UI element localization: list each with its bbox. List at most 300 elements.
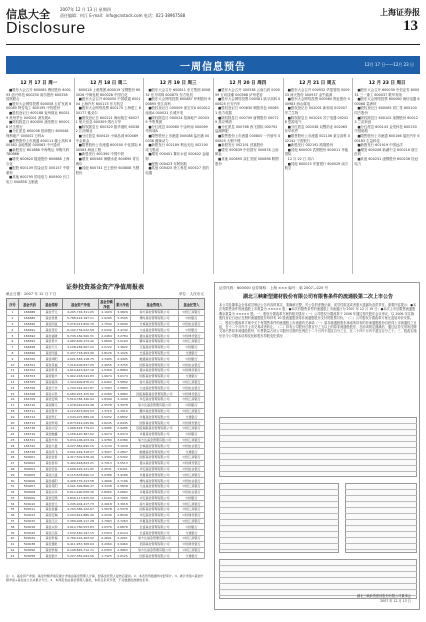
preview-entry: ■股东大会网络投票 600060 海信电器 600068 葛洲坝 (354, 97, 420, 106)
banner-title: 一周信息预告 (180, 62, 246, 73)
announcement-table-line (219, 577, 417, 578)
table-cell: 基金裕泽 (41, 379, 63, 385)
table-cell: 184719 (19, 431, 41, 437)
table-cell: 宝盈基金管理有限公司 (131, 344, 179, 350)
table-cell: 2.2060 (99, 541, 115, 547)
preview-entry: ■新股发行 002191 劲嘉股份 (218, 143, 264, 148)
table-cell: 184690 (19, 321, 41, 327)
table-cell: 基金通乾 (41, 541, 63, 547)
table-cell: 博时基金管理有限公司 (131, 478, 179, 484)
table-cell: 1.8126 (99, 350, 115, 356)
table-cell: 中国农业银行 (179, 385, 205, 391)
table-cell: 7 (7, 344, 19, 350)
table-cell: 3.3622 (115, 344, 131, 350)
table-cell: 国泰基金管理有限公司 (131, 454, 179, 460)
table-cell: 2.1139 (99, 443, 115, 449)
table-cell: 基金银丰 (41, 553, 63, 559)
table-cell: 长盛基金管理有限公司 (131, 530, 179, 536)
day-heading: 12 月 20 日 周四 (229, 81, 267, 86)
table-cell: 500058 (19, 553, 41, 559)
table-cell: 4,830,117,625.09 (63, 495, 99, 501)
table-cell: 中国银行 (179, 344, 205, 350)
table-cell: 500009 (19, 495, 41, 501)
table-cell: 500025 (19, 530, 41, 536)
table-cell: 3.5892 (115, 379, 131, 385)
table-cell: 184721 (19, 437, 41, 443)
announcement-table-line (345, 489, 417, 490)
table-cell: 30 (7, 478, 19, 484)
table-cell: 22 (7, 431, 19, 437)
table-cell: 1.5324 (99, 530, 115, 536)
table-cell: 6,745,182,560.31 (63, 333, 99, 339)
table-cell: 2.2531 (99, 466, 115, 472)
table-cell: 基金普惠 (41, 315, 63, 321)
table-cell: 3.3595 (115, 315, 131, 321)
table-cell: 1 (7, 310, 19, 316)
announcement-title: 湖北三峡新型建材股份有限公司有限售条件的流通股第二次上市公告 (242, 294, 393, 300)
table-cell: 9 (7, 356, 19, 362)
table-cell: 25 (7, 449, 19, 455)
announcement-table-line (219, 549, 339, 550)
table-cell: 基金汉盛 (41, 472, 63, 478)
table-cell: 国投瑞银基金管理有限公司 (131, 391, 179, 397)
preview-entry: ■股东大会召开 600050 中国联通 600104 上海汽车 600115 东方航空 (75, 97, 141, 106)
table-cell: 4,001,309,866.47 (63, 483, 99, 489)
preview-entry: 600018 上港集团 600019 宝钢股份 600026 中海发展 600028 中国石化 (75, 88, 141, 97)
table-cell: 3.1299 (115, 396, 131, 402)
fund-table-header: 基金简称 (41, 299, 63, 310)
table-cell: 17 (7, 402, 19, 408)
announcement-table-line (345, 513, 417, 514)
announcement-table-line (219, 543, 339, 544)
table-cell: 中国工商银行 (179, 338, 205, 344)
table-cell: 中国工商银行 (179, 310, 205, 316)
table-cell: 2.6832 (115, 414, 131, 420)
table-cell: 184710 (19, 402, 41, 408)
table-cell: 33 (7, 495, 19, 501)
announcement-table-line (345, 507, 417, 508)
announcement-table-line (345, 549, 417, 550)
announcement-table-line (219, 423, 417, 424)
table-cell: 37 (7, 518, 19, 524)
day-heading: 12 月 23 日 周日 (368, 81, 406, 86)
section-brand-en: Disclosure (6, 20, 86, 37)
fund-table-header: 序号 (7, 299, 19, 310)
table-cell: 基金金泰 (41, 454, 63, 460)
table-cell: 基金科汇 (41, 414, 63, 420)
announcement-table-line (219, 465, 417, 466)
table-cell: 24 (7, 443, 19, 449)
table-cell: 华安基金管理有限公司 (131, 495, 179, 501)
table-cell: 长城基金管理有限公司 (131, 443, 179, 449)
table-cell: 500010 (19, 501, 41, 507)
announcement-table-line (219, 501, 339, 502)
preview-entry: ■股权登记日 000009 深宝安A 000012 南玻A 000021 长城开发 (145, 106, 211, 115)
announcement-signature-text: 湖北三峡新型建材股份有限公司董事会 2007 年 12 月 13 日 (356, 594, 411, 603)
table-cell: 基金同益 (41, 321, 63, 327)
announcement-signature (357, 594, 411, 603)
announcement-table-line (219, 537, 339, 538)
announcement-body: 本公司及董事会全体成员保证公告内容的真实、准确和完整，对公告的虚假记载、误导性陈述或者重大遗漏负连带责任。重要内容提示：●本次有限售条件的流通股上市数量为 ××××× 股；●本次有限售条件的流通股上市流通日为 2007 年 12 月 19 日；●本次上市后限售流通股剩余数量为 ××××× 股。一、股权分置改革方案的相关情况（一）公司股权分置改革于 2006 年通过相关股东会议审议，以 2006 年实施股权登记日登记在册的流通股股东每持有 10 股流通股获得非流通股股东支付的股票对价。（二）公司股权分置改革方案无追加对价安排。二、股权分置改革方案中关于有限售条件的流通股上市流通有关承诺（一）原非流通股股东承诺所持有的非流通股股份自获得上市流通权之日起，在十二个月内不上市交易或者转让。（二）持有公司股份总数百分之五以上的原非流通股股东，在前项规定期满后，通过证券交易所挂牌交易出售原非流通股股份，出售数量占该公司股份总数的比例在十二个月内不超过百分之五，在二十四个月内不超过百分之十。三、股改实施后至今公司股本结构变化和股东持股变化情况 (219, 303, 417, 338)
fund-table-header: 累计净值 (115, 299, 131, 310)
table-cell: 基金科瑞 (41, 547, 63, 553)
table-cell: 1,324,609,876.23 (63, 379, 99, 385)
table-cell: 2.0363 (99, 547, 115, 553)
table-cell: 中国工商银行 (179, 472, 205, 478)
table-cell: 6,115,878,690.12 (63, 472, 99, 478)
table-cell: 500002 (19, 460, 41, 466)
table-cell: 500013 (19, 512, 41, 518)
table-cell: 中国工商银行 (179, 507, 205, 513)
table-cell: 2.7263 (115, 518, 131, 524)
table-cell: 交通银行 (179, 373, 205, 379)
preview-entry: ■股东大会召开 000538 云南白药 000559 万向钱潮 000568 泸州老窖 (215, 88, 280, 97)
table-cell: 中国建设银行 (179, 512, 205, 518)
table-cell: 1,908,524,779.03 (63, 425, 99, 431)
table-cell: 2.2484 (99, 333, 115, 339)
table-cell: 中国工商银行 (179, 518, 205, 524)
table-cell: 5,276,913,850.76 (63, 321, 99, 327)
table-cell: 1,543,207,889.16 (63, 414, 99, 420)
announcement-table-line (219, 513, 339, 514)
table-cell: 1.7963 (99, 518, 115, 524)
day-heading: 12 月 17 日 周一 (20, 81, 58, 86)
table-cell: 基金久嘉 (41, 443, 63, 449)
table-cell: 5,902,218,544.83 (63, 373, 99, 379)
page-number: 13 (403, 18, 418, 34)
table-cell: 5 (7, 333, 19, 339)
table-cell: 博时基金管理有限公司 (131, 315, 179, 321)
table-cell: 2.2036 (99, 512, 115, 518)
table-cell: 易方达基金管理有限公司 (131, 437, 179, 443)
table-cell: 基金鸿飞 (41, 449, 63, 455)
table-cell: 基金泰和 (41, 460, 63, 466)
table-cell: 23 (7, 437, 19, 443)
table-cell: 29 (7, 472, 19, 478)
preview-entry: ■除权除息日 600320 振华港机 600362 江西铜业 (75, 124, 140, 134)
column-rule (352, 78, 353, 274)
table-cell: 基金汉兴 (41, 518, 63, 524)
table-cell: 嘉实基金管理有限公司 (131, 460, 179, 466)
preview-entry: ■新股发行 601919 中国远洋 (357, 143, 403, 148)
table-cell: 15 (7, 391, 19, 397)
announcement-table-line (219, 589, 417, 590)
table-cell: 中国工商银行 (179, 425, 205, 431)
table-cell: 中国银行 (179, 524, 205, 530)
preview-entry: ■限售股份上市流通 600111 稀土高科 600383 金地集团 000063 中兴通讯 (6, 138, 72, 148)
table-cell: 中国农业银行 (179, 466, 205, 472)
table-cell: 184692 (19, 333, 41, 339)
table-cell: 2.5578 (99, 402, 115, 408)
table-cell: 1.3405 (99, 356, 115, 362)
column-rule (283, 78, 284, 274)
table-cell: 500038 (19, 541, 41, 547)
table-cell: 中国建设银行 (179, 367, 205, 373)
table-cell: 500011 (19, 507, 41, 513)
table-cell: 12 (7, 373, 19, 379)
preview-entry: ■股权登记日 600085 同仁堂 600100 同方股份 (354, 106, 417, 115)
table-cell: 41 (7, 541, 19, 547)
table-cell: 1,709,344,201.87 (63, 385, 99, 391)
section-brand-cn: 信息大全 (6, 8, 50, 21)
table-cell: 2.6125 (115, 553, 131, 559)
preview-entry: ■分红派息 600036 招商银行 600048 保利地产 000002 万科A (6, 129, 69, 138)
day-heading: 12 月 18 日 周二 (90, 81, 127, 86)
table-cell: 1.9085 (99, 425, 115, 431)
table-cell: 1.3338 (99, 483, 115, 489)
fund-table-notes: 注：1、基金资产净值、基金份额净值及累计净值由基金管理人计算，经基金托管人复核后提供。2、本表所列数据均未经审计。3、累计净值=基金份额净值+基金成立以来累计分红。4、本周报表由基金管理人提供，本报仅负责刊登，不对数据的准确性负责。 (6, 574, 204, 583)
table-cell: 2,203,614,880.40 (63, 512, 99, 518)
announcement-table-line (219, 525, 339, 526)
preview-entry: ■新股发行 002192 路翔股份 (287, 143, 334, 148)
table-cell: 基金科讯 (41, 367, 63, 373)
table-cell: 2.2807 (115, 449, 131, 455)
table-cell: 7,216,409,837.05 (63, 362, 99, 368)
table-cell: 184722 (19, 443, 41, 449)
preview-entry: ■分红派息 000060 中金岭南 000069 华侨城A (145, 124, 208, 134)
table-cell: 2.8062 (99, 489, 115, 495)
table-cell: 184728 (19, 449, 41, 455)
table-cell: 国泰基金管理有限公司 (131, 507, 179, 513)
table-cell: 2.1029 (99, 310, 115, 316)
table-cell: 中国农业银行 (179, 443, 205, 449)
table-cell: 1,156,420,387.62 (63, 431, 99, 437)
table-cell: 4,317,502,978.44 (63, 454, 99, 460)
table-cell: 交通银行 (179, 414, 205, 420)
table-cell: 长盛基金管理有限公司 (131, 524, 179, 530)
table-cell: 2.7900 (115, 495, 131, 501)
table-cell: 国投瑞银基金管理有限公司 (131, 425, 179, 431)
table-cell: 基金丰和 (41, 437, 63, 443)
preview-column (145, 78, 211, 274)
announcement-tables (219, 417, 417, 603)
fund-table-date: 截止日期：2007 年 12 月 7 日 (6, 292, 57, 296)
table-cell: 500008 (19, 489, 41, 495)
table-cell: 184712 (19, 414, 41, 420)
table-cell: 19 (7, 414, 19, 420)
announcement-table-line (219, 583, 417, 584)
table-cell: 5,402,618,843.21 (63, 460, 99, 466)
table-cell: 2.4918 (99, 501, 115, 507)
table-cell: 基金景福 (41, 362, 63, 368)
announcement-table-line (345, 543, 417, 544)
announcement-table-line (219, 507, 339, 508)
table-cell: 2.4055 (99, 362, 115, 368)
table-cell: 交通银行 (179, 553, 205, 559)
table-cell: 2.9285 (115, 425, 131, 431)
table-cell: 3.2001 (115, 536, 131, 542)
table-cell: 中国农业银行 (179, 362, 205, 368)
table-cell: 13 (7, 379, 19, 385)
table-cell: 鹏华基金管理有限公司 (131, 338, 179, 344)
preview-entry: ■其他 600231 凌钢股份 600236 桂冠电力 (354, 156, 418, 166)
preview-entry: ■分红派息 002038 双鹭药业 002065 东华软件 (284, 124, 348, 134)
table-cell: 基金安瑞 (41, 512, 63, 518)
table-cell: 2.2601 (99, 536, 115, 542)
table-cell: 融通基金管理有限公司 (131, 356, 179, 362)
day-heading: 12 月 21 日 周五 (299, 81, 336, 86)
table-cell: 华夏基金管理有限公司 (131, 431, 179, 437)
preview-entry: ■股权登记日 600188 兖州煤业 600519 贵州茅台 000001 深发展A (6, 110, 70, 120)
table-cell: 基金裕阳 (41, 478, 63, 484)
table-cell: 2.7196 (115, 478, 131, 484)
table-row (7, 553, 205, 559)
table-cell: 基金隆元 (41, 402, 63, 408)
table-cell: 基金安信 (41, 466, 63, 472)
editor-line: 责任编辑：何江 E-mail：info@cnstock.com 电话：021-38967588 (60, 13, 186, 18)
table-cell: 基金安顺 (41, 396, 63, 402)
table-cell: 中国工商银行 (179, 536, 205, 542)
preview-entry: ■其他 000425 徐工科技 000527 美的电器 (145, 166, 209, 175)
table-cell: 基金天华 (41, 385, 63, 391)
announcement-table-line (219, 429, 417, 430)
announcement-table-line (219, 565, 417, 566)
table-cell: 1.7590 (99, 321, 115, 327)
preview-entry: ■除权除息日 000024 招商地产 000039 中集集团 (145, 115, 210, 125)
table-cell: 基金金鑫 (41, 507, 63, 513)
fund-nav-section (6, 282, 204, 610)
table-cell: 184703 (19, 373, 41, 379)
table-cell: 长城基金管理有限公司 (131, 321, 179, 327)
table-cell: 3.3755 (115, 362, 131, 368)
table-cell: 嘉实基金管理有限公司 (131, 333, 179, 339)
table-cell: 3,108,264,907.22 (63, 344, 99, 350)
table-cell: 184708 (19, 391, 41, 397)
table-cell: 4,506,229,431.95 (63, 466, 99, 472)
table-cell: 184688 (19, 310, 41, 316)
table-cell: 2.5893 (115, 385, 131, 391)
table-cell: 5,437,718,264.90 (63, 350, 99, 356)
table-cell: 1.6376 (99, 524, 115, 530)
table-cell: 500005 (19, 472, 41, 478)
fund-table-header: 基金资产净值 (63, 299, 99, 310)
fund-nav-table (6, 298, 205, 559)
preview-column (285, 78, 351, 274)
table-cell: 1.9274 (99, 431, 115, 437)
table-cell: 基金普丰 (41, 338, 63, 344)
table-cell: 华夏基金管理有限公司 (131, 518, 179, 524)
preview-entry: ■分红派息 600143 金发科技 600150 中国船舶 (354, 124, 417, 134)
column-rule (143, 78, 144, 274)
table-cell: 中国工商银行 (179, 379, 205, 385)
announcement-table-line (219, 519, 339, 520)
preview-entry: ■限售股份上市流通 000088 盐田港 000338 潍柴动力 (145, 133, 210, 143)
table-cell: 500007 (19, 483, 41, 489)
preview-entry: ■其他 600741 巴士股份 600808 马钢股份 (75, 166, 140, 175)
table-cell: 2.6876 (115, 524, 131, 530)
preview-entry: ■除权除息日 600000 浦发银行 600016 民生银行 (6, 120, 70, 129)
table-cell: 1.6245 (99, 420, 115, 426)
table-cell: 中国工商银行 (179, 454, 205, 460)
table-cell: 中国工商银行 (179, 396, 205, 402)
table-cell: 中国工商银行 (179, 483, 205, 489)
table-cell: 4,408,776,213.58 (63, 478, 99, 484)
table-cell: 基金银丰 (41, 373, 63, 379)
table-cell: 3.6862 (115, 489, 131, 495)
preview-entry: ■限售股份上市流通 002106 莱宝高科 002142 宁波银行 (284, 133, 350, 143)
table-cell: 500006 (19, 478, 41, 484)
table-cell: 2.0280 (99, 391, 115, 397)
table-cell: 184702 (19, 367, 41, 373)
preview-entry: ■配股 000423 东阿阿胶 (148, 161, 187, 166)
table-cell: 中国工商银行 (179, 437, 205, 443)
table-cell: 融通基金管理有限公司 (131, 449, 179, 455)
table-cell: 鹏华基金管理有限公司 (131, 408, 179, 414)
table-cell: 大成基金管理有限公司 (131, 385, 179, 391)
table-cell: 1.4392 (99, 454, 115, 460)
table-cell: 3.4742 (115, 327, 131, 333)
preview-entry: ■增发 600585 海螺水泥 600690 青岛海尔 (75, 156, 140, 166)
announcement-table-line (219, 441, 417, 442)
table-cell: 6,083,997,425.60 (63, 391, 99, 397)
announcement-table-line (345, 495, 417, 496)
table-cell: 6,780,291,463.02 (63, 536, 99, 542)
table-cell: 4,112,873,609.53 (63, 408, 99, 414)
fund-table-title: 证券投资基金资产净值周报表 (65, 284, 144, 291)
preview-entry: 12 月 22 日 周六 (287, 156, 315, 161)
preview-entry: ■配股 600109 国金证券 000157 中联重科 (6, 166, 70, 175)
fund-table-header: 基金管理人 (131, 299, 179, 310)
table-cell: 基金普华 (41, 408, 63, 414)
table-cell: 3.0109 (115, 338, 131, 344)
table-cell: 2.8869 (115, 367, 131, 373)
preview-entry: ■除权除息日 000709 唐钢股份 000729 燕京啤酒 (215, 115, 279, 125)
preview-column (76, 78, 142, 274)
fund-table-header: 基金份额净值 (100, 300, 113, 309)
table-cell: 16 (7, 396, 19, 402)
table-cell: 3.4186 (115, 472, 131, 478)
table-cell: 2.6124 (115, 530, 131, 536)
table-cell: 1,532,440,197.15 (63, 530, 99, 536)
fund-table-subline (6, 292, 204, 297)
table-cell: 500029 (19, 536, 41, 542)
table-cell: 1.9674 (99, 373, 115, 379)
preview-entry: ■除权除息日 002024 苏宁电器 002028 思源电气 (284, 115, 349, 125)
preview-entry: ■其他 600795 国电电力 600900 长江电力 000858 五粮液 (6, 175, 70, 184)
table-cell: 4,982,600,173.40 (63, 338, 99, 344)
announcement-table-line (345, 501, 417, 502)
table-cell: 10 (7, 362, 19, 368)
table-cell: 中国工商银行 (179, 408, 205, 414)
table-cell: 14 (7, 385, 19, 391)
table-cell: 中国建设银行 (179, 420, 205, 426)
fund-table-unit: 单位：人民币元 (178, 292, 204, 296)
table-cell: 43 (7, 553, 19, 559)
preview-entry: ■股权登记日 000630 铜陵有色 000651 格力电器 (215, 106, 279, 115)
table-cell: 中国银行 (179, 356, 205, 362)
preview-entry: ■股东大会网络投票 000960 锡业股份 000983 西山煤电 (284, 97, 350, 106)
table-cell: 中国农业银行 (179, 478, 205, 484)
announcement-table-line (219, 435, 417, 436)
table-cell: 国泰基金管理有限公司 (131, 373, 179, 379)
table-cell: 184700 (19, 356, 41, 362)
preview-entry: ■分红派息 000768 西飞国际 000792 盐湖钾肥 (215, 124, 278, 134)
table-cell: 1.7425 (99, 553, 115, 559)
table-cell: 11 (7, 367, 19, 373)
table-cell: 基金金元 (41, 501, 63, 507)
table-cell: 1.6609 (99, 338, 115, 344)
table-cell: 华夏基金管理有限公司 (131, 414, 179, 420)
table-cell: 500015 (19, 518, 41, 524)
table-cell: 1.7093 (99, 385, 115, 391)
table-cell: 184691 (19, 327, 41, 333)
preview-entry: ■其他 600015 华夏银行 600029 南方航空 (284, 161, 349, 171)
table-cell: 184709 (19, 396, 41, 402)
share-listing-announcement (214, 282, 420, 610)
table-cell: 3.2784 (115, 333, 131, 339)
table-cell: 国泰基金管理有限公司 (131, 420, 179, 426)
table-cell: 2.6445 (115, 420, 131, 426)
